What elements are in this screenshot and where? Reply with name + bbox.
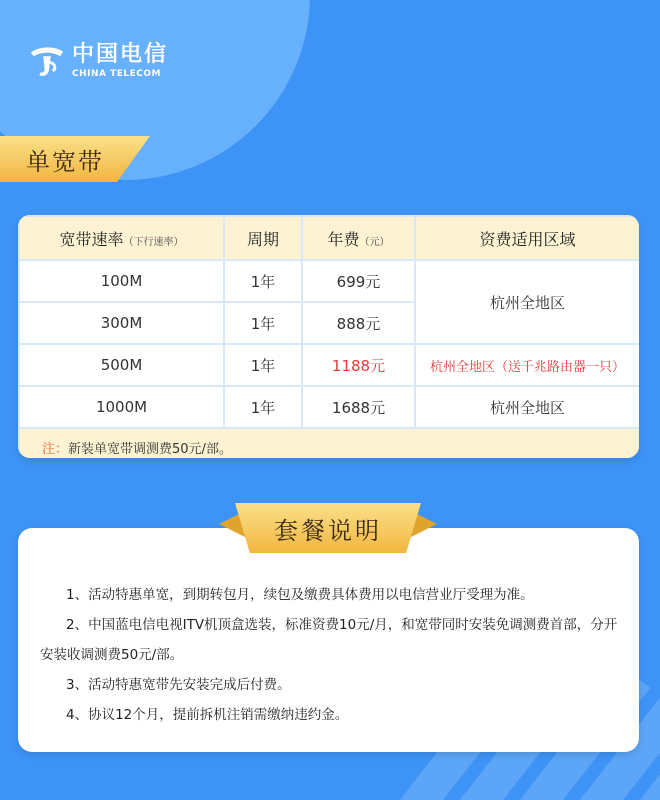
cell-period: 1年	[224, 302, 302, 344]
table-note	[19, 428, 639, 458]
cell-fee: 1688元	[302, 386, 415, 428]
cell-fee: 888元	[302, 302, 415, 344]
cell-period: 1年	[224, 260, 302, 302]
list-item: 2、中国蓝电信电视ITV机顶盒选装，标准资费10元/月，和宽带同时安装免调测费首部，分开安装收调测费50元/部。	[40, 617, 618, 663]
header-region: 资费适用区域	[415, 216, 639, 260]
header-fee: 年费（元）	[302, 216, 415, 260]
cell-period: 1年	[224, 386, 302, 428]
list-item: 3、活动特惠宽带先安装完成后付费。	[66, 677, 291, 693]
note-label: 注：	[42, 441, 69, 457]
list-item: 4、协议12个月，提前拆机注销需缴纳违约金。	[66, 707, 349, 723]
pricing-table-card	[18, 215, 639, 458]
description-list	[40, 580, 622, 730]
china-telecom-icon	[28, 42, 66, 80]
brand-name-cn: 中国电信	[72, 41, 169, 67]
header-period: 周期	[224, 216, 302, 260]
china-telecom-logo	[28, 42, 168, 80]
cell-period: 1年	[224, 344, 302, 386]
cell-region: 杭州全地区	[415, 386, 639, 428]
cell-speed: 100M	[19, 260, 224, 302]
cell-fee-highlight: 1188元	[302, 344, 415, 386]
section-title: 单宽带	[26, 148, 104, 176]
cell-region-merged: 杭州全地区	[415, 260, 639, 344]
cell-region-highlight: 杭州全地区（送千兆路由器一只）	[415, 344, 639, 386]
description-title-tab	[219, 503, 437, 555]
header-fee-unit: （元）	[359, 236, 390, 248]
header-speed: 宽带速率（下行速率）	[19, 216, 224, 260]
cell-fee: 699元	[302, 260, 415, 302]
note-text: 新装单宽带调测费50元/部。	[68, 441, 232, 457]
table-note-row	[19, 428, 639, 458]
description-title: 套餐说明	[274, 517, 382, 545]
description-card	[18, 528, 639, 752]
cell-speed: 1000M	[19, 386, 224, 428]
pricing-table	[18, 215, 639, 458]
table-row	[19, 260, 639, 302]
table-header-row	[19, 216, 639, 260]
brand-name-en: CHINA TELECOM	[72, 68, 161, 79]
list-item: 1、活动特惠单宽，到期转包月，续包及缴费具体费用以电信营业厅受理为准。	[66, 587, 534, 603]
table-row	[19, 344, 639, 386]
cell-speed: 500M	[19, 344, 224, 386]
header-speed-note: （下行速率）	[123, 236, 184, 248]
cell-speed: 300M	[19, 302, 224, 344]
table-row	[19, 386, 639, 428]
